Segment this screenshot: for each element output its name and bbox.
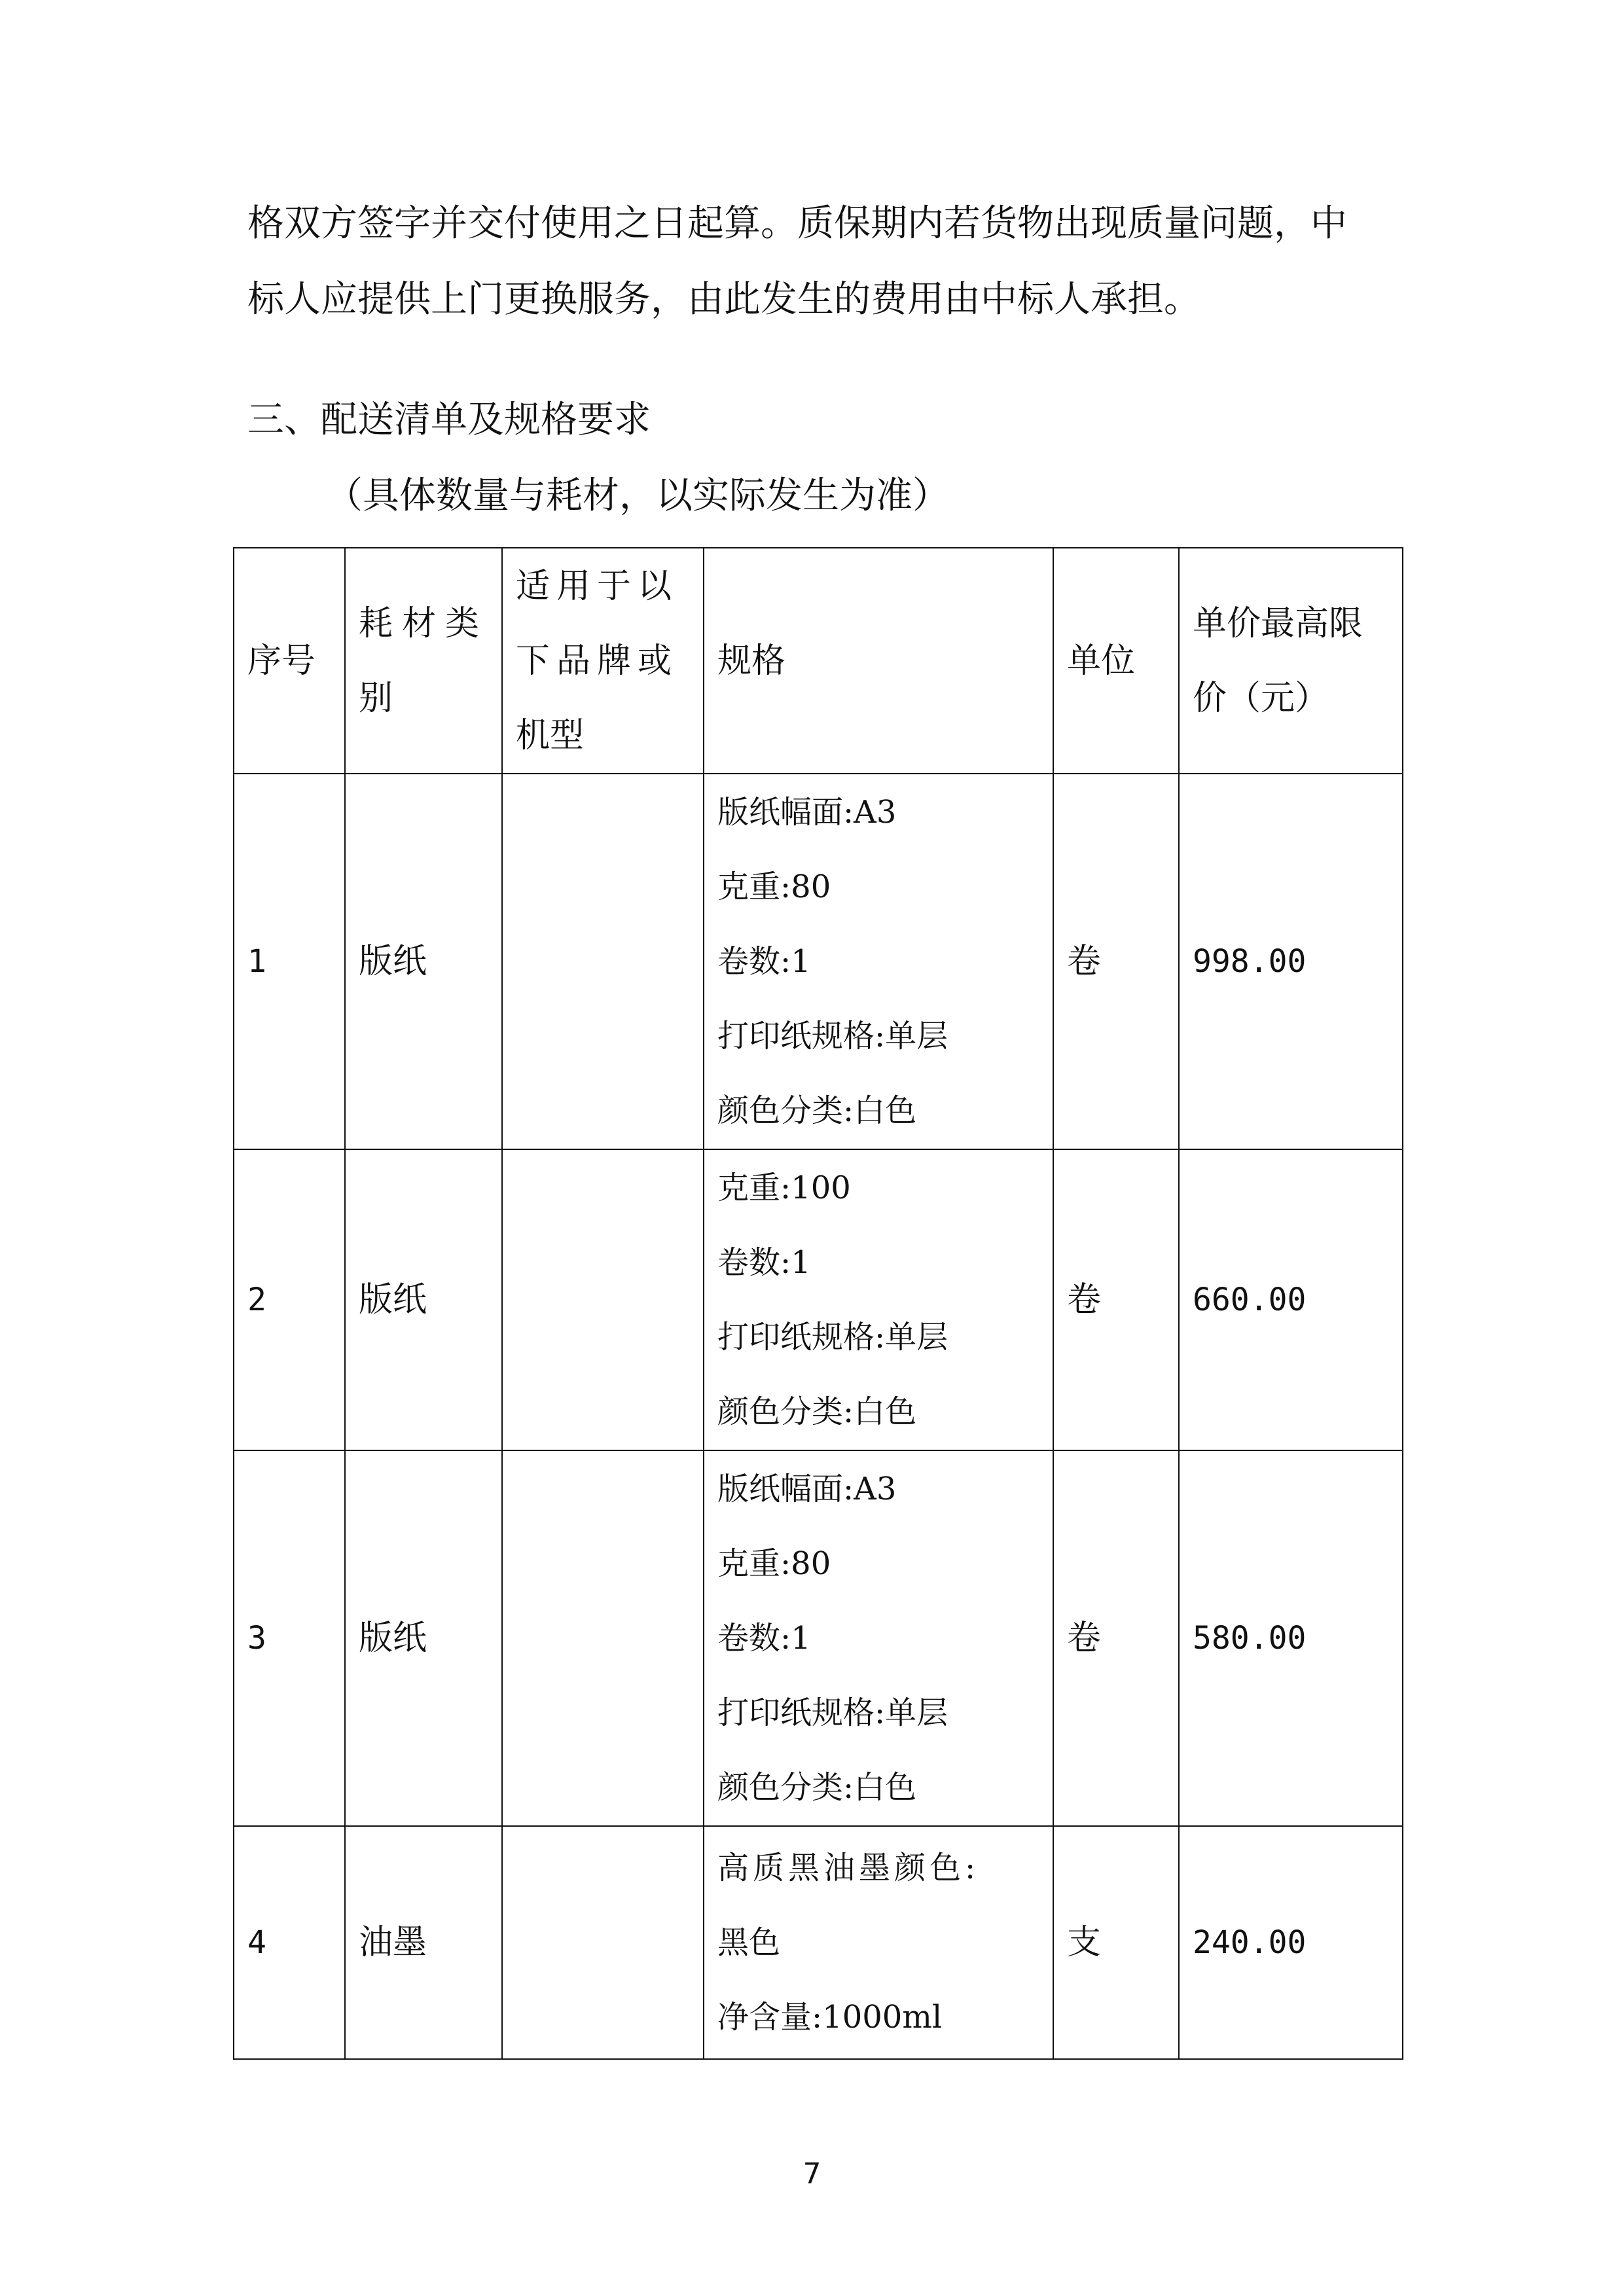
row-unit: 卷 bbox=[1053, 1149, 1179, 1450]
spec-line: 克重:80 bbox=[717, 869, 831, 905]
spec-line: 颜色分类:白色 bbox=[717, 1393, 917, 1430]
row-index: 4 bbox=[234, 1826, 345, 2059]
intro-line-1: 格双方签字并交付使用之日起算。质保期内若货物出现质量问题，中 bbox=[247, 202, 1347, 245]
spec-line: 黑色 bbox=[717, 1924, 781, 1961]
row-brand bbox=[502, 1450, 704, 1826]
row-price: 660.00 bbox=[1179, 1149, 1403, 1450]
row-category: 版纸 bbox=[345, 1450, 502, 1826]
row-category: 版纸 bbox=[345, 774, 502, 1149]
header-brand-line-2: 下品牌或 bbox=[516, 641, 679, 681]
row-index: 2 bbox=[234, 1149, 345, 1450]
spec-line: 版纸幅面:A3 bbox=[717, 1471, 897, 1507]
table-row bbox=[234, 774, 1403, 1149]
header-category-line-2: 别 bbox=[359, 678, 393, 718]
table-row bbox=[234, 1450, 1403, 1826]
header-brand-line-3: 机型 bbox=[516, 715, 585, 755]
header-spec: 规格 bbox=[704, 548, 1053, 774]
section-heading: 三、配送清单及规格要求 bbox=[247, 399, 651, 441]
spec-line: 卷数:1 bbox=[717, 1244, 811, 1281]
spec-line: 打印纸规格:单层 bbox=[717, 1319, 948, 1355]
section-note: （具体数量与耗材，以实际发生为准） bbox=[326, 475, 949, 517]
row-brand bbox=[502, 1826, 704, 2059]
row-index: 1 bbox=[234, 774, 345, 1149]
spec-line: 高质黑油墨颜色: bbox=[717, 1850, 980, 1886]
spec-line: 颜色分类:白色 bbox=[717, 1769, 917, 1806]
row-price: 998.00 bbox=[1179, 774, 1403, 1149]
row-unit: 卷 bbox=[1053, 1450, 1179, 1826]
header-category bbox=[345, 548, 502, 774]
header-unit: 单位 bbox=[1053, 548, 1179, 774]
header-price bbox=[1179, 548, 1403, 774]
row-category: 油墨 bbox=[345, 1826, 502, 2059]
row-spec bbox=[704, 774, 1053, 1149]
spec-line: 克重:100 bbox=[717, 1170, 851, 1206]
spec-line: 卷数:1 bbox=[717, 1620, 811, 1657]
intro-line-2: 标人应提供上门更换服务，由此发生的费用由中标人承担。 bbox=[247, 278, 1200, 321]
header-category-line-1: 耗材类 bbox=[359, 603, 489, 643]
row-spec bbox=[704, 1450, 1053, 1826]
row-index: 3 bbox=[234, 1450, 345, 1826]
row-price: 580.00 bbox=[1179, 1450, 1403, 1826]
row-price: 240.00 bbox=[1179, 1826, 1403, 2059]
spec-line: 净含量:1000ml bbox=[717, 1999, 943, 2036]
header-index: 序号 bbox=[234, 548, 345, 774]
page-number: 7 bbox=[803, 2157, 821, 2191]
header-brand-line-1: 适用于以 bbox=[516, 566, 679, 606]
spec-line: 颜色分类:白色 bbox=[717, 1092, 917, 1129]
spec-line: 克重:80 bbox=[717, 1545, 831, 1582]
row-spec bbox=[704, 1149, 1053, 1450]
table-row bbox=[234, 1826, 1403, 2059]
spec-line: 打印纸规格:单层 bbox=[717, 1695, 948, 1731]
table-row bbox=[234, 1149, 1403, 1450]
row-brand bbox=[502, 774, 704, 1149]
spec-line: 打印纸规格:单层 bbox=[717, 1018, 948, 1054]
spec-line: 版纸幅面:A3 bbox=[717, 794, 897, 831]
header-brand bbox=[502, 548, 704, 774]
row-brand bbox=[502, 1149, 704, 1450]
row-unit: 支 bbox=[1053, 1826, 1179, 2059]
row-spec bbox=[704, 1826, 1053, 2059]
header-price-line-2: 价（元） bbox=[1193, 678, 1329, 718]
header-price-line-1: 单价最高限 bbox=[1193, 603, 1363, 643]
row-unit: 卷 bbox=[1053, 774, 1179, 1149]
spec-line: 卷数:1 bbox=[717, 943, 811, 980]
row-category: 版纸 bbox=[345, 1149, 502, 1450]
consumables-table bbox=[233, 547, 1403, 2060]
table-header-row bbox=[234, 548, 1403, 774]
